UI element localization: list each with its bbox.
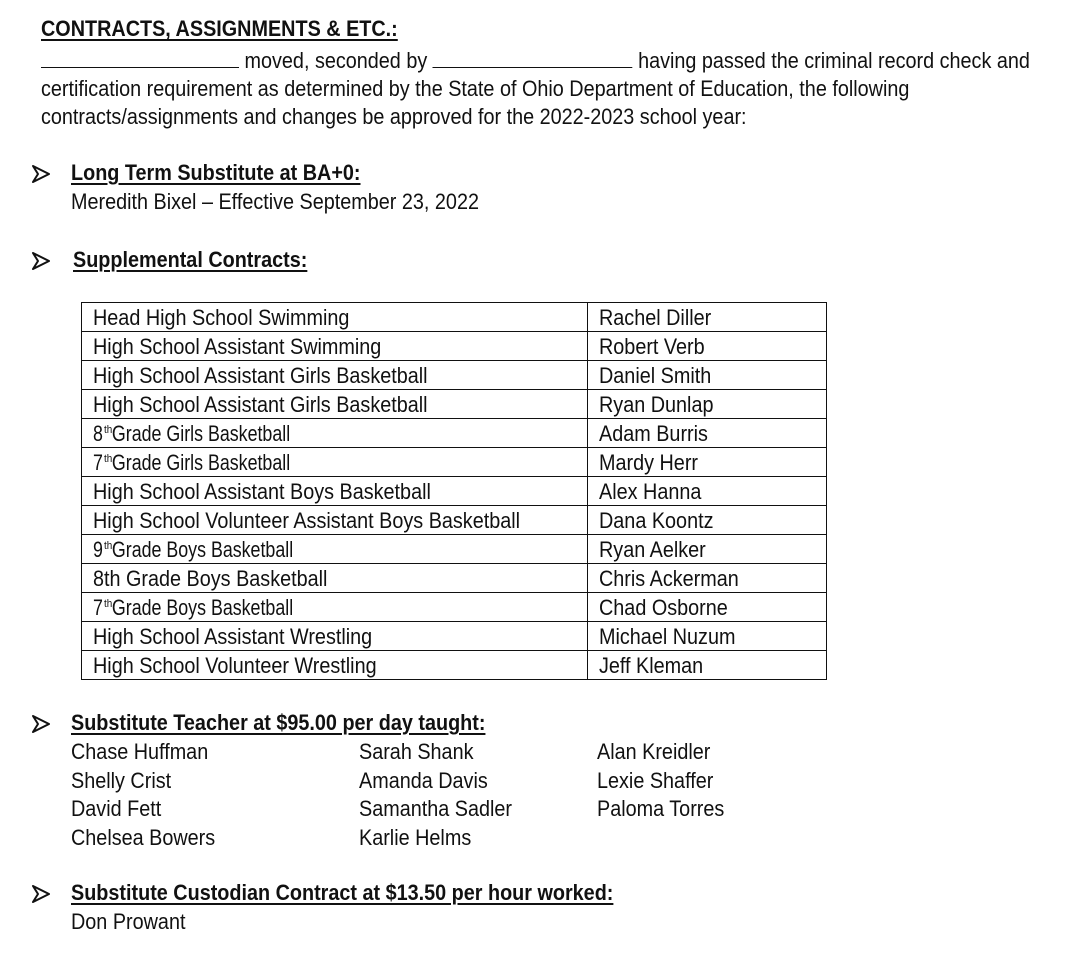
table-row xyxy=(82,361,827,390)
list-item: Samantha Sadler xyxy=(359,796,512,821)
name-cell: Daniel Smith xyxy=(587,361,826,390)
list-item: Chelsea Bowers xyxy=(71,824,216,850)
name-cell: Ryan Dunlap xyxy=(587,390,826,419)
position-cell: 9thGrade Boys Basketball xyxy=(82,535,588,564)
table-row xyxy=(82,332,827,361)
list-item: Paloma Torres xyxy=(597,796,725,821)
table-row xyxy=(82,535,827,564)
section-heading: CONTRACTS, ASSIGNMENTS & ETC.: xyxy=(41,16,398,41)
table-row xyxy=(82,651,827,680)
table-row xyxy=(82,448,827,477)
motion-line-3: contracts/assignments and changes be approved for the 2022-2023 school year: xyxy=(41,104,747,129)
name-cell: Chad Osborne xyxy=(587,593,826,622)
position-cell: High School Assistant Swimming xyxy=(82,332,588,361)
position-cell: High School Assistant Girls Basketball xyxy=(82,390,588,419)
table-row xyxy=(82,506,827,535)
table-row xyxy=(82,593,827,622)
substitute-custodian-entry: Don Prowant xyxy=(71,909,186,934)
table-row xyxy=(82,390,827,419)
name-cell: Michael Nuzum xyxy=(587,622,826,651)
list-item: Sarah Shank xyxy=(359,739,474,764)
substitute-names-column-3 xyxy=(597,738,724,824)
position-cell: 7thGrade Boys Basketball xyxy=(82,593,588,622)
name-cell: Alex Hanna xyxy=(587,477,826,506)
substitute-custodian-title: Substitute Custodian Contract at $13.50 per hour worked: xyxy=(71,880,614,905)
name-cell: Dana Koontz xyxy=(587,506,826,535)
long-term-title: Long Term Substitute at BA+0: xyxy=(71,160,361,185)
motion-text-a: moved, seconded by xyxy=(244,48,428,73)
table-row xyxy=(82,419,827,448)
bullet-arrow-icon xyxy=(31,251,51,271)
position-cell: 8th Grade Boys Basketball xyxy=(82,564,588,593)
substitute-names-column-1 xyxy=(71,738,215,852)
table-row xyxy=(82,303,827,332)
list-item: Alan Kreidler xyxy=(597,739,711,764)
seconder-blank xyxy=(433,47,633,68)
name-cell: Rachel Diller xyxy=(587,303,826,332)
table-row xyxy=(82,564,827,593)
position-cell: High School Assistant Girls Basketball xyxy=(82,361,588,390)
list-item: Karlie Helms xyxy=(359,824,472,850)
table-row xyxy=(82,622,827,651)
position-cell: High School Assistant Boys Basketball xyxy=(82,477,588,506)
list-item: David Fett xyxy=(71,796,162,821)
mover-blank xyxy=(41,47,239,68)
name-cell: Chris Ackerman xyxy=(587,564,826,593)
substitute-names-column-2 xyxy=(359,738,512,852)
bullet-arrow-icon xyxy=(31,884,51,904)
position-cell: Head High School Swimming xyxy=(82,303,588,332)
name-cell: Robert Verb xyxy=(587,332,826,361)
motion-line-2: certification requirement as determined by the State of Ohio Department of Education, the following xyxy=(41,76,910,101)
supplemental-table xyxy=(81,302,827,680)
name-cell: Jeff Kleman xyxy=(587,651,826,680)
bullet-arrow-icon xyxy=(31,714,51,734)
name-cell: Mardy Herr xyxy=(587,448,826,477)
supplemental-title: Supplemental Contracts: xyxy=(73,247,308,272)
list-item: Chase Huffman xyxy=(71,739,209,764)
list-item: Shelly Crist xyxy=(71,767,172,793)
position-cell: 7thGrade Girls Basketball xyxy=(82,448,588,477)
position-cell: 8thGrade Girls Basketball xyxy=(82,419,588,448)
substitute-teacher-title: Substitute Teacher at $95.00 per day taught: xyxy=(71,710,486,735)
bullet-arrow-icon xyxy=(31,164,51,184)
table-row xyxy=(82,477,827,506)
position-cell: High School Assistant Wrestling xyxy=(82,622,588,651)
list-item: Lexie Shaffer xyxy=(597,767,714,793)
name-cell: Ryan Aelker xyxy=(587,535,826,564)
motion-text-b: having passed the criminal record check and xyxy=(638,48,1030,73)
long-term-entry: Meredith Bixel – Effective September 23, 2022 xyxy=(71,189,479,214)
motion-paragraph xyxy=(41,47,1049,131)
name-cell: Adam Burris xyxy=(587,419,826,448)
position-cell: High School Volunteer Assistant Boys Basketball xyxy=(82,506,588,535)
list-item: Amanda Davis xyxy=(359,767,488,793)
motion-line-1 xyxy=(41,47,1049,75)
position-cell: High School Volunteer Wrestling xyxy=(82,651,588,680)
